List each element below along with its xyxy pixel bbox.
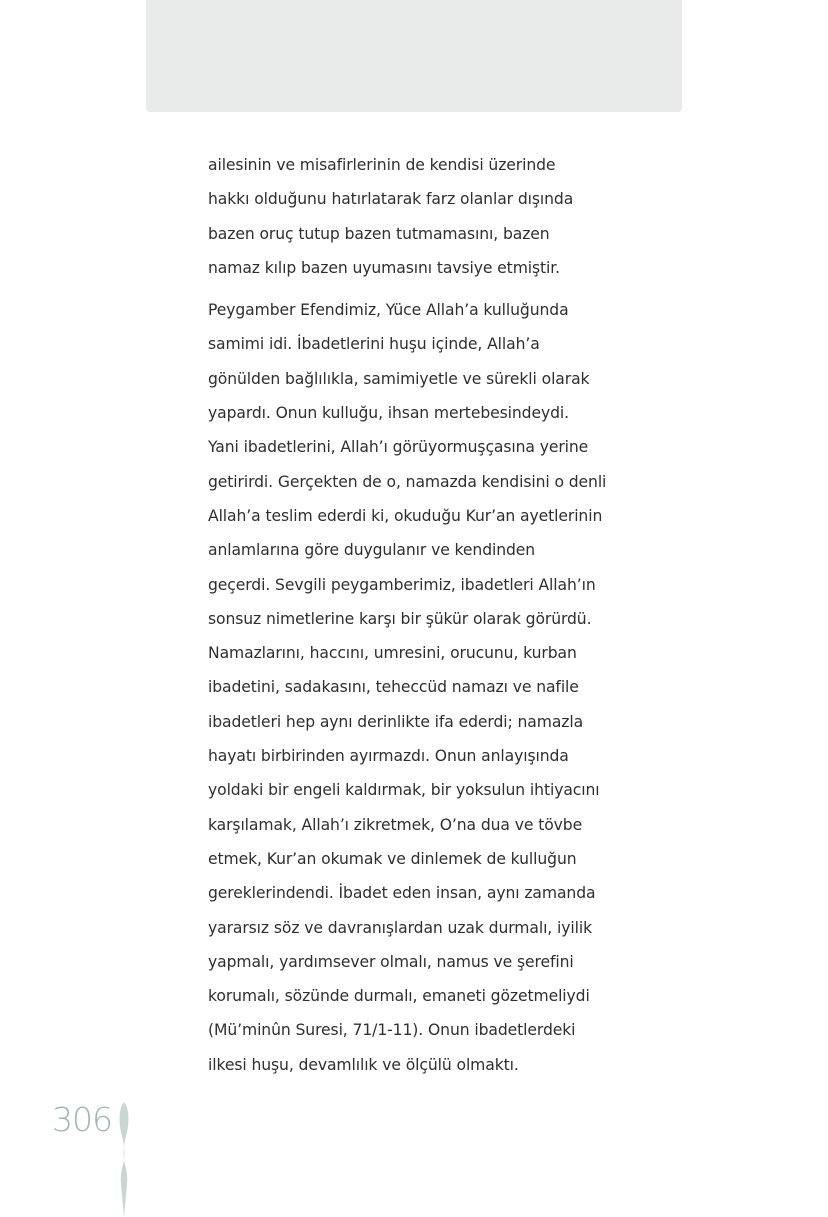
text-line: Namazlarını, haccını, umresini, orucunu, kurban bbox=[208, 644, 577, 663]
text-line: ibadetleri hep aynı derinlikte ifa ederdi; namazla bbox=[208, 712, 584, 731]
text-line: ibadetini, sadakasını, teheccüd namazı ve nafile bbox=[208, 678, 579, 697]
paragraph-2 bbox=[208, 293, 628, 1082]
text-line: geçerdi. Sevgili peygamberimiz, ibadetleri Allah’ın bbox=[208, 575, 596, 594]
text-line: bazen oruç tutup bazen tutmamasını, bazen bbox=[208, 224, 550, 243]
text-line: yoldaki bir engeli kaldırmak, bir yoksulun ihtiyacını bbox=[208, 781, 600, 800]
text-line: anlamlarına göre duygulanır ve kendinden bbox=[208, 541, 536, 560]
text-line: yapardı. Onun kulluğu, ihsan mertebesindeydi. bbox=[208, 404, 569, 423]
paragraph-1 bbox=[208, 148, 628, 285]
page-ornament-icon bbox=[114, 1102, 134, 1217]
text-line: namaz kılıp bazen uyumasını tavsiye etmiştir. bbox=[208, 258, 561, 277]
text-line: hakkı olduğunu hatırlatarak farz olanlar dışında bbox=[208, 190, 574, 209]
text-line: karşılamak, Allah’ı zikretmek, O’na dua ve tövbe bbox=[208, 815, 583, 834]
text-line: ilkesi huşu, devamlılık ve ölçülü olmaktı. bbox=[208, 1055, 519, 1074]
body-text bbox=[208, 148, 628, 1082]
text-line: Allah’a teslim ederdi ki, okuduğu Kur’an ayetlerinin bbox=[208, 506, 603, 525]
text-line: sonsuz nimetlerine karşı bir şükür olarak görürdü. bbox=[208, 609, 592, 628]
text-line: getirirdi. Gerçekten de o, namazda kendisini o denli bbox=[208, 472, 607, 491]
text-line: hayatı birbirinden ayırmazdı. Onun anlayışında bbox=[208, 747, 569, 766]
text-line: gönülden bağlılıkla, samimiyetle ve sürekli olarak bbox=[208, 369, 590, 388]
text-line: ailesinin ve misafirlerinin de kendisi üzerinde bbox=[208, 156, 556, 174]
text-line: Yani ibadetlerini, Allah’ı görüyormuşçasına yerine bbox=[208, 438, 589, 457]
text-line: samimi idi. İbadetlerini huşu içinde, Allah’a bbox=[208, 335, 540, 354]
text-line: Peygamber Efendimiz, Yüce Allah’a kulluğunda bbox=[208, 301, 569, 320]
text-line: etmek, Kur’an okumak ve dinlemek de kulluğun bbox=[208, 849, 577, 868]
text-line: korumalı, sözünde durmalı, emaneti gözetmeliydi bbox=[208, 987, 590, 1006]
text-line: gereklerindendi. İbadet eden insan, aynı zamanda bbox=[208, 884, 596, 903]
text-line: (Mü’minûn Suresi, 71/1-11). Onun ibadetlerdeki bbox=[208, 1021, 576, 1040]
page-number: 306 bbox=[52, 1100, 112, 1139]
header-band bbox=[146, 0, 682, 112]
text-line: yapmalı, yardımsever olmalı, namus ve şerefini bbox=[208, 952, 574, 971]
text-line: yararsız söz ve davranışlardan uzak durmalı, iyilik bbox=[208, 918, 592, 937]
